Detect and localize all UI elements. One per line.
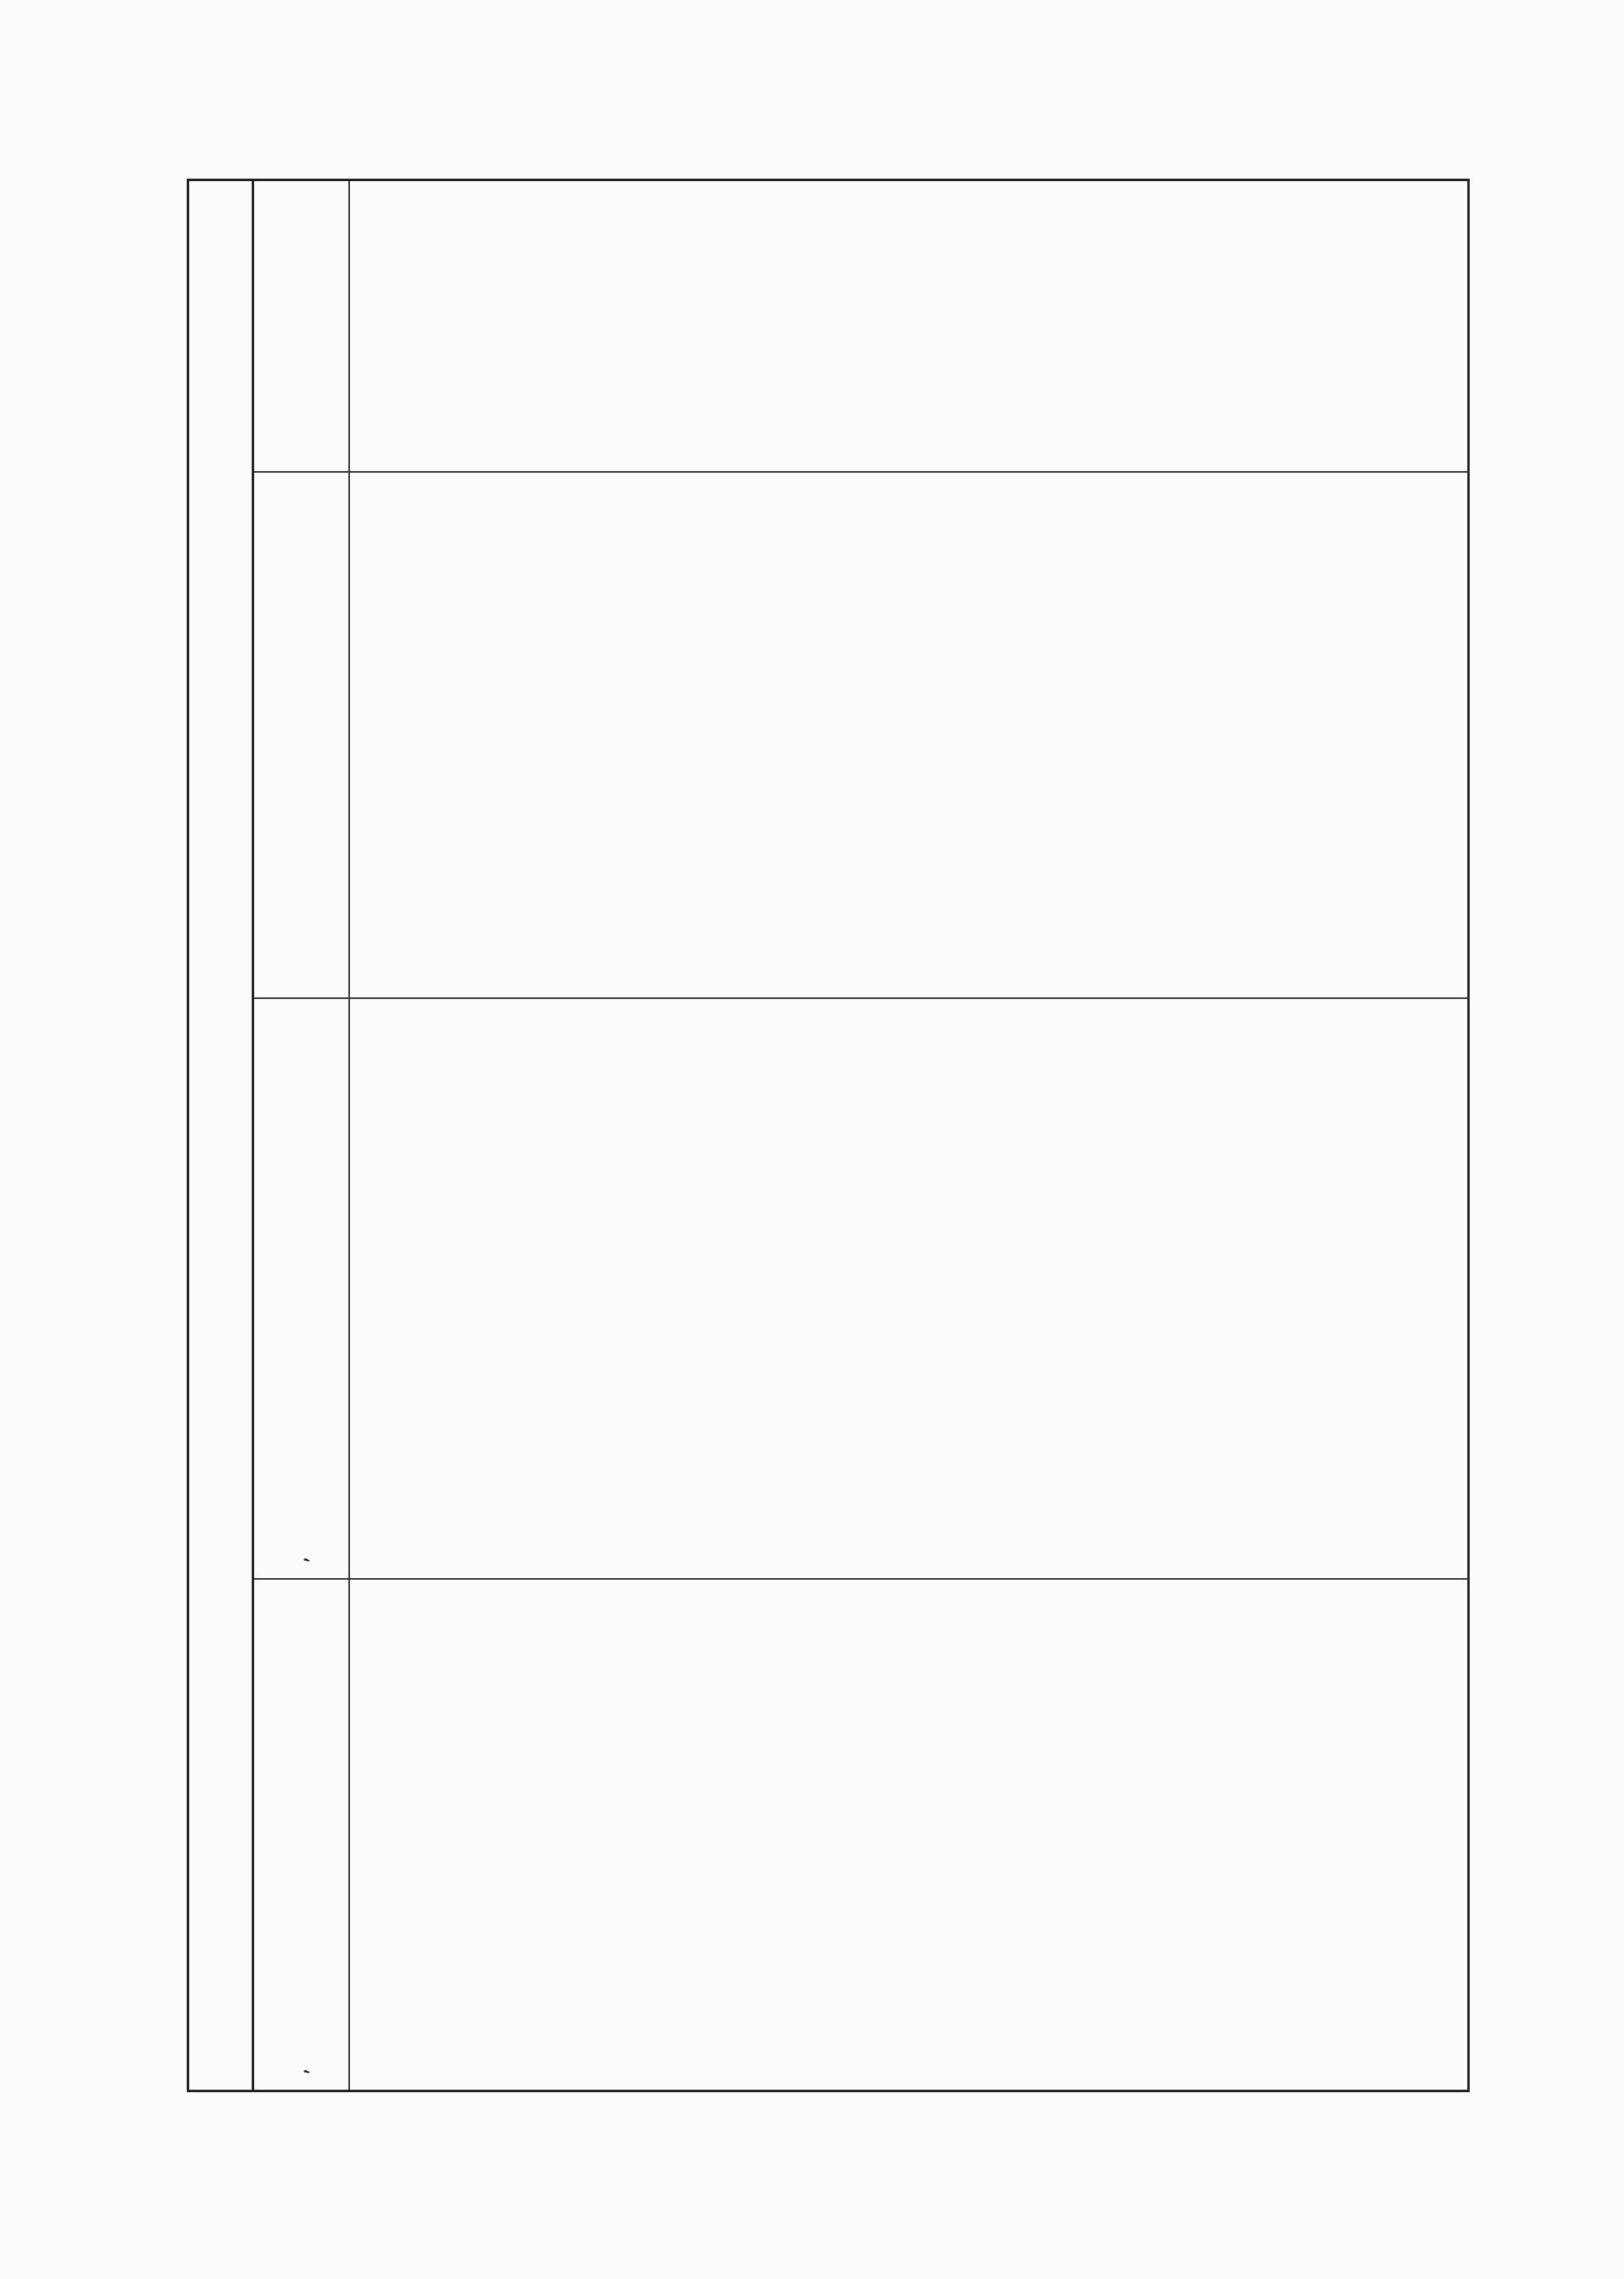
weather-column-head: ,: [254, 1580, 350, 2090]
forecast-column-head: [254, 473, 350, 997]
stations-column-head: ,: [254, 999, 350, 1578]
rotated-table: [187, 179, 1470, 2092]
column-forecast: [254, 471, 1467, 997]
column-weather: [254, 1578, 1467, 2090]
table-header: [189, 181, 254, 2090]
column-stations: [254, 997, 1467, 1578]
synopsis-text: [350, 1580, 369, 2090]
station-list: [350, 999, 358, 1578]
outlook-column-head: [254, 181, 350, 471]
column-outlook: [254, 181, 1467, 471]
